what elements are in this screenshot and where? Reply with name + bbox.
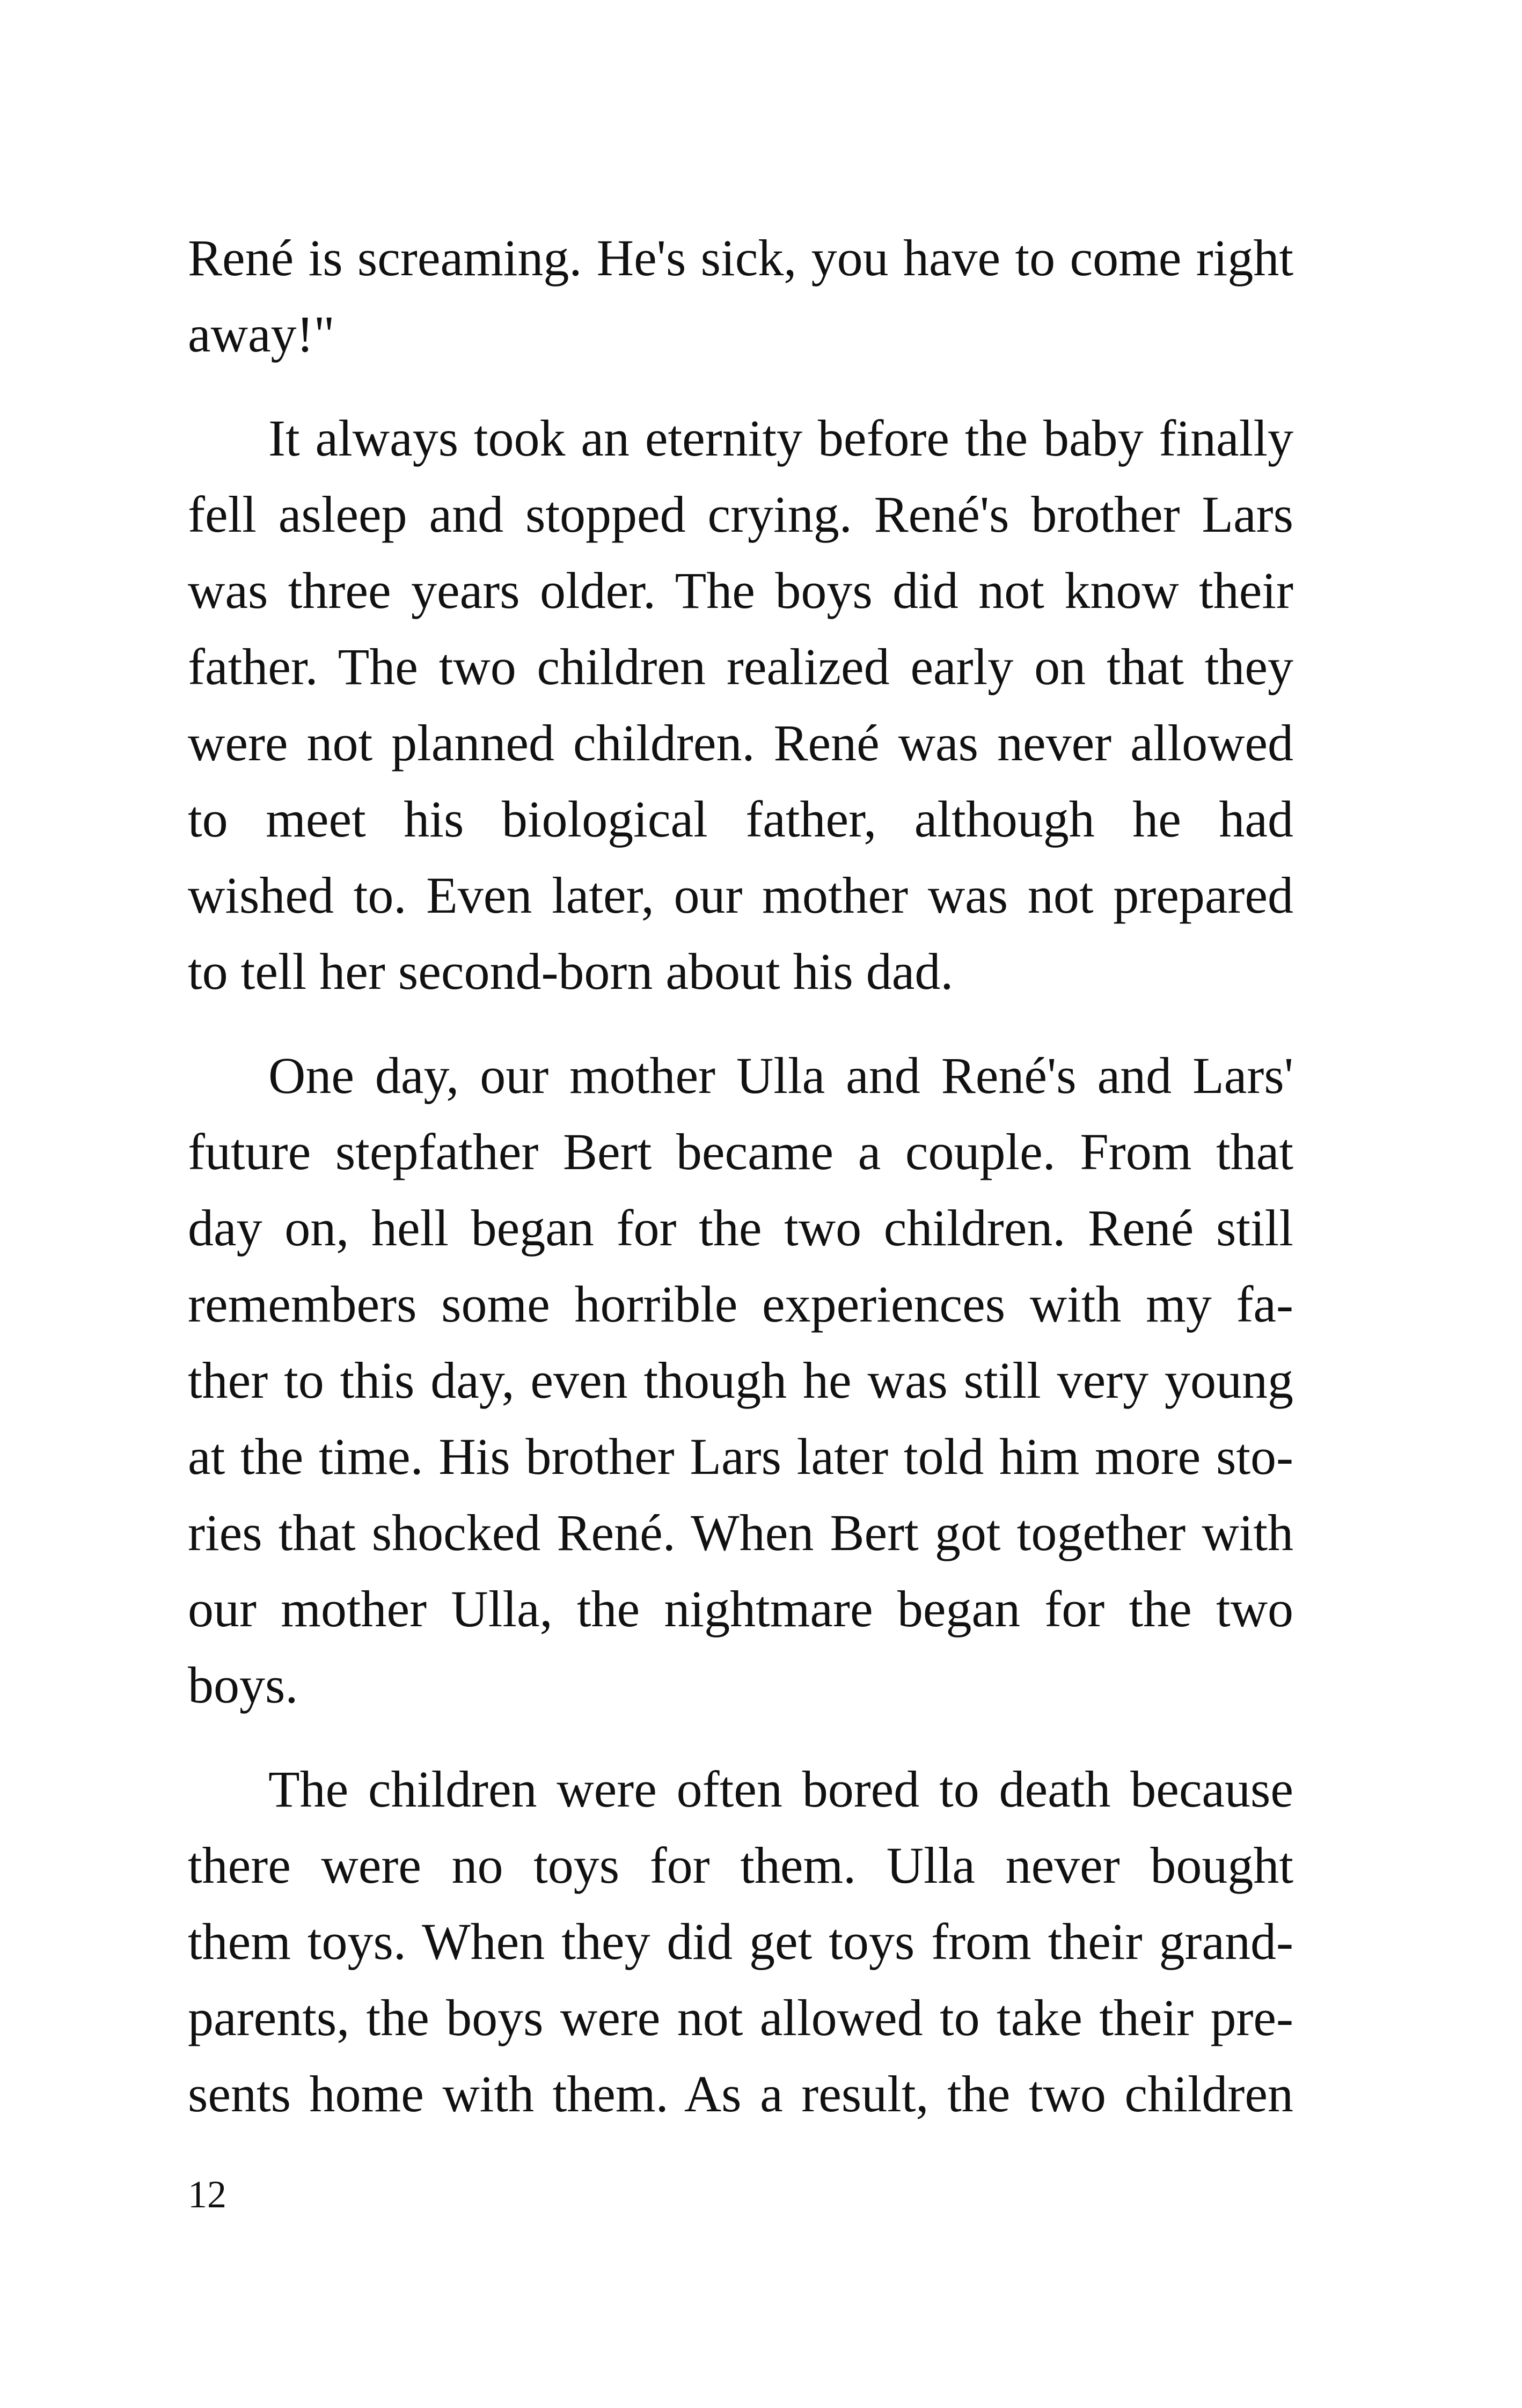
text-line: father. The two children realized early on that they — [188, 638, 1293, 695]
text-line: wished to. Even later, our mother was not prepared — [188, 867, 1293, 924]
text-line: parents, the boys were not allowed to take their pre- — [188, 1989, 1293, 2046]
text-line: fell asleep and stopped crying. René's brother Lars — [188, 486, 1293, 543]
text-line: ries that shocked René. When Bert got together with — [188, 1504, 1293, 1561]
text-line: them toys. When they did get toys from their grand- — [188, 1913, 1293, 1970]
page-number: 12 — [188, 2173, 226, 2216]
text-line: ther to this day, even though he was still very young — [188, 1352, 1293, 1409]
text-line: It always took an eternity before the baby finally — [268, 409, 1293, 467]
text-line: boys. — [188, 1656, 298, 1714]
text-line: day on, hell began for the two children. René still — [188, 1199, 1293, 1257]
text-line: to tell her second-born about his dad. — [188, 943, 954, 1000]
text-line: remembers some horrible experiences with my fa- — [188, 1275, 1293, 1333]
text-line: The children were often bored to death because — [268, 1760, 1293, 1818]
text-line: our mother Ulla, the nightmare began for the two — [188, 1580, 1293, 1638]
paragraph-1 — [188, 220, 1293, 372]
text-line: to meet his biological father, although he had — [188, 790, 1293, 848]
paragraph-2 — [188, 400, 1293, 1010]
text-line: One day, our mother Ulla and René's and Lars' — [268, 1047, 1293, 1104]
body-text — [188, 220, 1293, 2160]
text-line: at the time. His brother Lars later told him more sto- — [188, 1428, 1293, 1485]
text-line: René is screaming. He's sick, you have to come right — [188, 229, 1293, 287]
paragraph-3 — [188, 1038, 1293, 1723]
text-line: there were no toys for them. Ulla never bought — [188, 1837, 1293, 1894]
text-line: sents home with them. As a result, the two children — [188, 2065, 1293, 2123]
text-line: away!" — [188, 305, 335, 363]
text-line: future stepfather Bert became a couple. From that — [188, 1123, 1293, 1180]
text-line: was three years older. The boys did not know their — [188, 562, 1293, 619]
paragraph-4 — [188, 1751, 1293, 2132]
text-line: were not planned children. René was never allowed — [188, 714, 1293, 772]
